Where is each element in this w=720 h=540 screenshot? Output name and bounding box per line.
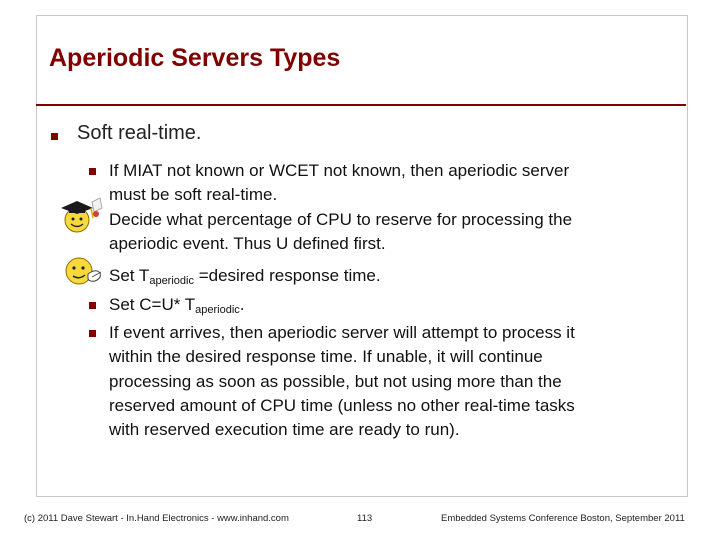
text-line: must be soft real-time. <box>109 185 278 205</box>
text-suffix: . <box>239 295 245 314</box>
text-prefix: Set C=U* T <box>109 295 196 314</box>
square-bullet-icon <box>89 302 96 309</box>
square-bullet-icon <box>89 330 96 337</box>
level1-text: Soft real-time. <box>77 122 202 144</box>
text-line: Decide what percentage of CPU to reserve for processing the <box>109 210 573 229</box>
subscript: aperiodic <box>149 275 194 287</box>
text-line: If MIAT not known or WCET not known, then aperiodic server <box>109 161 570 180</box>
text-prefix: Set T <box>109 266 150 285</box>
footer-page-number: 113 <box>357 513 373 524</box>
text-line: within the desired response time. If unable, it will continue <box>109 347 543 367</box>
text-line: processing as soon as possible, but not using more than the <box>109 371 562 391</box>
text-line: reserved amount of CPU time (unless no other real-time tasks <box>109 395 575 415</box>
text-suffix: =desired response time. <box>193 266 381 285</box>
text-line: If event arrives, then aperiodic server will attempt to process it <box>109 323 575 342</box>
sub-bullet-text <box>109 159 669 208</box>
sub-bullet-text <box>109 321 669 442</box>
title-divider <box>36 104 686 106</box>
slide-title: Aperiodic Servers Types <box>49 44 341 72</box>
sub-bullet-text <box>109 208 669 257</box>
square-bullet-icon <box>89 168 96 175</box>
graduate-smiley-icon <box>58 196 104 236</box>
text-line: with reserved execution time are ready to run). <box>109 420 460 440</box>
text-line: aperiodic event. Thus U defined first. <box>109 234 386 254</box>
footer-copyright: (c) 2011 Dave Stewart - In.Hand Electronics - www.inhand.com <box>24 513 289 524</box>
square-bullet-icon <box>51 133 58 140</box>
footer-event: Embedded Systems Conference Boston, September 2011 <box>441 513 685 524</box>
subscript: aperiodic <box>195 304 240 316</box>
sub-bullet-text <box>109 264 669 288</box>
sub-bullet-text <box>109 293 669 317</box>
thinking-smiley-icon <box>62 254 106 288</box>
